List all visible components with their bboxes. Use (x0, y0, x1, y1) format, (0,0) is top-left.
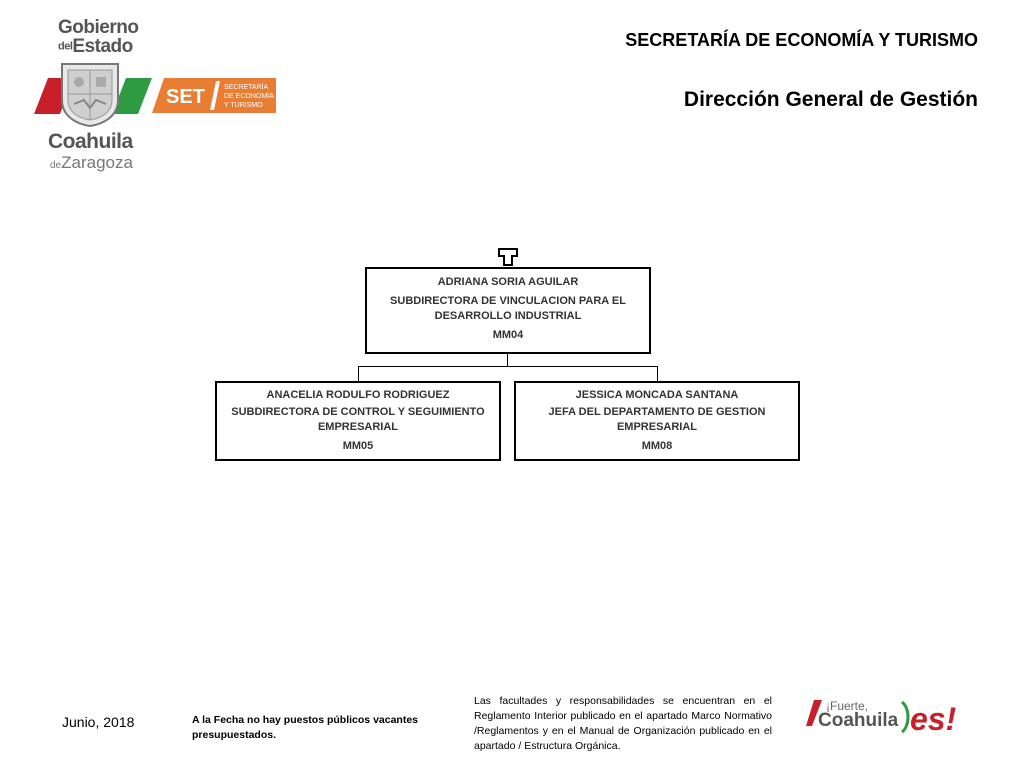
footer-vacant-note: A la Fecha no hay puestos públicos vacantes presupuestados. (192, 714, 419, 741)
org-top-role: SUBDIRECTORA DE VINCULACION PARA EL DESARROLLO INDUSTRIAL (390, 295, 626, 322)
slogan-es: es! (910, 701, 957, 737)
de-label: de (50, 160, 62, 171)
gobierno-estado-logo-text (58, 18, 138, 56)
gobierno-label: Gobierno (58, 17, 139, 38)
zaragoza-text: Zaragoza (61, 153, 133, 172)
org-left-code: MM05 (342, 440, 374, 452)
set-logo-text: SET (166, 86, 205, 108)
zaragoza-label (50, 153, 133, 173)
slogan-prefix: ¡Fuerte, (826, 699, 869, 713)
set-line-1: SECRETARÍA (224, 84, 269, 91)
org-top-code: MM04 (492, 329, 524, 341)
del-label: del (58, 40, 73, 53)
fuerte-coahuila-logo (806, 696, 978, 740)
org-top-name: ADRIANA SORIA AGUILAR (437, 276, 579, 288)
org-node-right (514, 381, 800, 461)
org-left-name: ANACELIA RODULFO RODRIGUEZ (266, 389, 450, 401)
footer-facultades-note: Las facultades y responsabilidades se encuentran en el Reglamento Interior publicado en el apartado Marco Normativo /Reglamentos y en el Manual de Organización publicado en el apartado / Estructura Orgánica. (474, 695, 772, 752)
connector-horizontal (358, 366, 658, 367)
org-right-role: JEFA DEL DEPARTAMENTO DE GESTION EMPRESARIAL (548, 406, 766, 433)
org-node-top (365, 267, 651, 354)
secretaria-title: SECRETARÍA DE ECONOMÍA Y TURISMO (625, 30, 978, 50)
estado-label: Estado (72, 36, 133, 57)
connector-vertical-right (657, 366, 658, 381)
direccion-subtitle: Dirección General de Gestión (683, 88, 978, 111)
footer-date: Junio, 2018 (62, 714, 135, 730)
org-right-code: MM08 (641, 440, 673, 452)
up-arrow-icon[interactable] (497, 247, 519, 267)
org-right-name: JESSICA MONCADA SANTANA (575, 389, 739, 401)
org-node-left (215, 381, 501, 461)
slogan-main: Coahuila (818, 710, 899, 731)
connector-vertical-left (358, 366, 359, 381)
set-line-2: DE ECONOMÍA (224, 93, 274, 100)
org-left-role: SUBDIRECTORA DE CONTROL Y SEGUIMIENTO EMPRESARIAL (231, 406, 485, 433)
coahuila-label: Coahuila (48, 130, 133, 153)
set-logo-badge (152, 78, 276, 113)
coat-of-arms-icon (56, 60, 124, 128)
set-line-3: Y TURISMO (224, 102, 263, 109)
